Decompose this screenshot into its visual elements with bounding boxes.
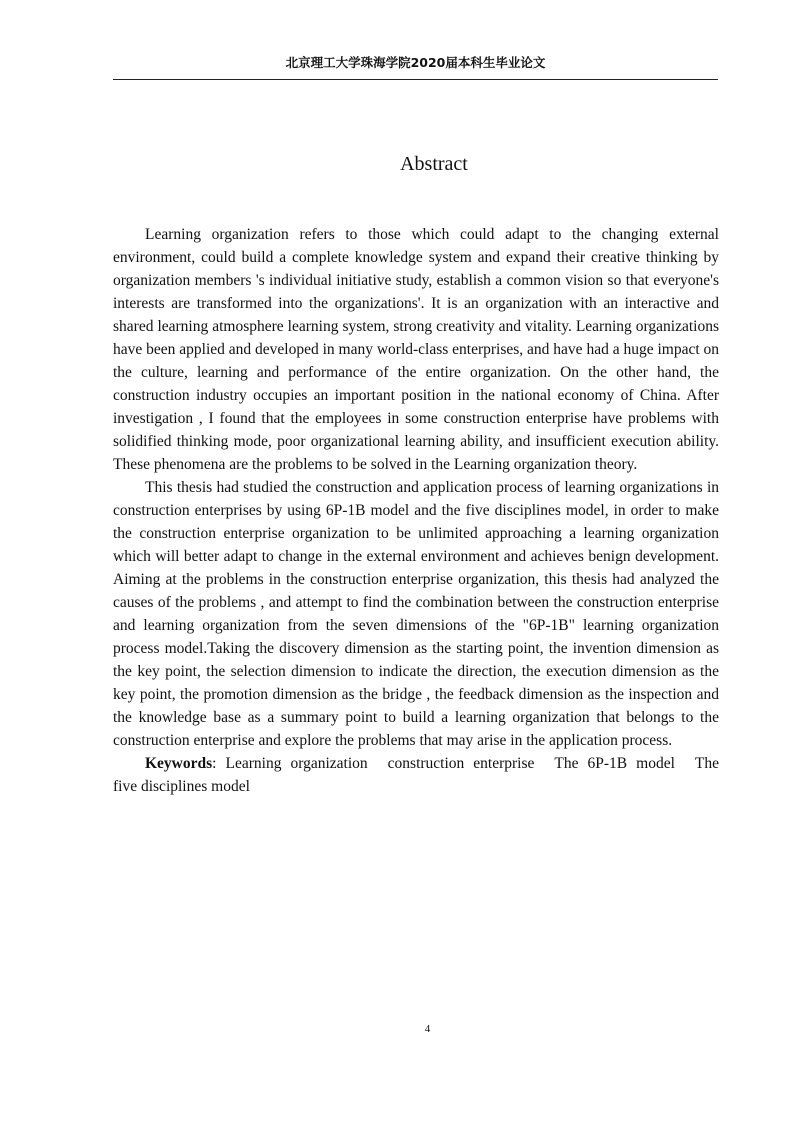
page-number: 4 — [424, 1023, 431, 1035]
keyword-item: The five disciplines model — [113, 755, 720, 795]
header-rule — [113, 79, 718, 80]
keywords-line: Keywords: Learning organization construction enterprise The 6P-1B model The five disciplines model — [113, 755, 720, 795]
abstract-paragraph: This thesis had studied the construction and application process of learning organizations in construction enterprises by using 6P-1B model and the five disciplines model, in order to make the construction enterprise organization to be unlimited approaching a learning organization which will better adapt to change in the external environment and achieves benign development. Aiming at the problems in the construction enterprise organization, this thesis had analyzed the causes of the problems , and attempt to find the combination between the construction enterprise and learning organization from the seven dimensions of the "6P-1B" learning organization process model.Taking the discovery dimension as the starting point, the invention dimension as the key point, the selection dimension to indicate the direction, the execution dimension as the key point, the promotion dimension as the bridge , the feedback dimension as the inspection and the knowledge base as a summary point to build a learning organization that belongs to the construction enterprise and explore the problems that may arise in the application process. — [113, 479, 719, 749]
keyword-item: construction enterprise — [387, 755, 535, 772]
abstract-body — [113, 223, 719, 798]
abstract-paragraph: Learning organization refers to those which could adapt to the changing external environment, could build a complete knowledge system and expand their creative thinking by organization members 's individual initiative study, establish a common vision so that everyone's interests are transformed into the organizations'. It is an organization with an interactive and shared learning atmosphere learning system, strong creativity and vitality. Learning organizations have been applied and developed in many world-class enterprises, and have had a huge impact on the culture, learning and performance of the entire organization. On the other hand, the construction industry occupies an important position in the national economy of China. After investigation , I found that the employees in some construction enterprise have problems with solidified thinking mode, poor organizational learning ability, and insufficient execution ability. These phenomena are the problems to be solved in the Learning organization theory. — [113, 226, 720, 473]
keywords-label: Keywords — [145, 755, 213, 772]
running-header: 北京理工大学珠海学院2020届本科生毕业论文 — [285, 55, 546, 70]
abstract-title: Abstract — [400, 153, 468, 175]
keyword-item: Learning organization — [225, 755, 368, 772]
keyword-item: The 6P-1B model — [554, 755, 675, 772]
